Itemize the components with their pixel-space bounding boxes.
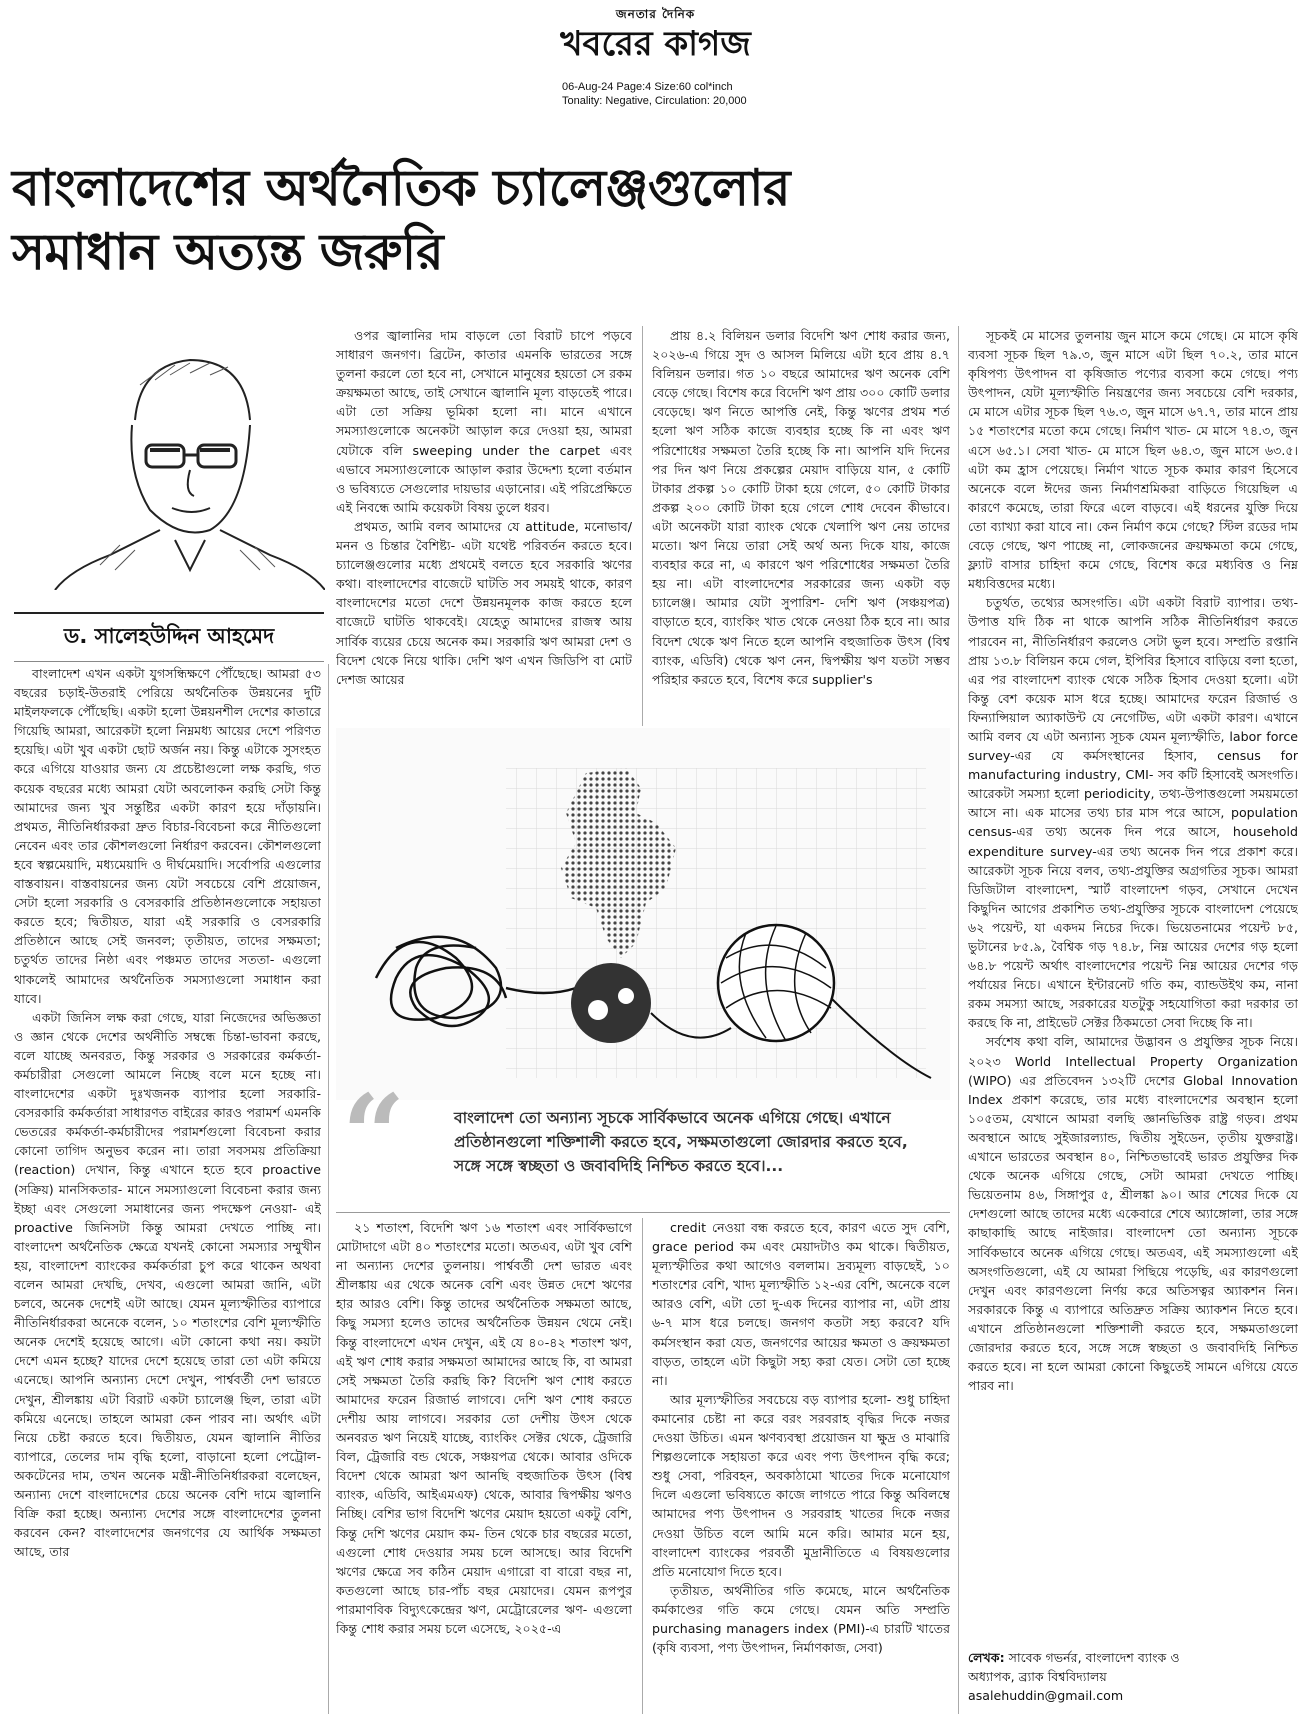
headline-line2: সমাধান অত্যন্ত জরুরি xyxy=(12,223,444,281)
paragraph: চতুর্থত, তথ্যের অসংগতি। এটা একটা বিরাট ব্যাপার। তথ্য-উপাত্ত যদি ঠিক না থাকে আপনি সঠিক নীতিনির্ধারণ করতে পারবেন না, নীতিনির্ধারণ করলেও সেটা ভুল হবে। সম্প্রতি রপ্তানি প্রায় ১৩.৮ বিলিয়ন কমে গেল, ইপিবির হিসাবে বাড়িয়ে বলা হতো, এর পর বাংলাদেশ ব্যাংক থেকে সঠিক হিসাব দেওয়া হলো। এটা কিন্তু বেশ কয়েক মাস ধরে হচ্ছে। আমাদের ফরেন রিজার্ভ ও ফিন্যান্সিয়াল অ্যাকাউন্ট যে নেগেটিভ, এটা একটা কারণ। এখানে আমি বলব যে এটা অন্যান্য সূচক যেমন মূল্যস্ফীতি, labor force survey-এর যে কর্মসংস্থানের হিসাব, census for manufacturing industry, CMI- সব কটি হিসাবেই অসংগতি। আরেকটা সমস্যা হলো periodicity, তথ্য-উপাত্তগুলো সময়মতো আসে না। এক মাসের তথ্য চার মাস পরে আসে, population census-এর তথ্য অনেক দিন পরে আসে, household expenditure survey-এর তথ্য অনেক দিন পরে প্রকাশ করে। আরেকটা সূচক নিয়ে বলব, তথ্য-প্রযুক্তির অগ্রগতির সূচক। আমরা ডিজিটাল বাংলাদেশ, স্মার্ট বাংলাদেশ গড়ব, সেখানে দেখেন কিছুদিন আগের প্রকাশিত তথ্য-প্রযুক্তির সূচকে বাংলাদেশ পেয়েছে ৬২ পয়েন্ট, যা একদম নিচের দিকে। ভিয়েতনামের পয়েন্ট ৮৫, ভুটানের ৮৫.৯, বৈশ্বিক গড় ৭৪.৮, নিম্ন আয়ের দেশের গড় হলো ৬৪.৮ পয়েন্ট অর্থাৎ বাংলাদেশের পয়েন্ট নিম্ন আয়ের দেশের গড় পর্যায়ের নিচে। এখানে ইন্টারনেট গতি কম, ব্যান্ডউইথ কম, নানা রকম সমস্যা আছে, সরকারের যতটুকু সহযোগিতা করা দরকার তা করছে কি না, প্রাইভেট সেক্টর ঠিকমতো সেবা দিচ্ছে কি না। xyxy=(968,595,1298,1031)
clipping-meta-line2: Tonality: Negative, Circulation: 20,000 xyxy=(562,95,747,107)
quote-mark-icon: “ xyxy=(342,1070,406,1199)
column-divider xyxy=(642,326,643,726)
author-portrait xyxy=(40,325,325,590)
paragraph: credit নেওয়া বন্ধ করতে হবে, কারণ এতে সুদ বেশি, grace period কম এবং মেয়াদটাও কম থাকে। দ্বিতীয়ত, মূল্যস্ফীতির কথা আগেও বললাম। দ্রব্যমূল্য বাড়ছেই, ১০ শতাংশের বেশি, খাদ্য মূল্যস্ফীতি ১২-এর বেশি, অনেকে বলে আরও বেশি, এটা তো দু-এক দিনের ব্যাপার না, এটা প্রায় ৬-৭ মাস ধরে চলছে। জনগণ কতটা সহ্য করবে? যদি কর্মসংস্থান করা যেত, জনগণের আয়ের ক্ষমতা ও ক্রয়ক্ষমতা বাড়ত, তাহলে এটা কিছুটা সহ্য করা যেত। সেটা তো হচ্ছে না। xyxy=(652,1220,950,1388)
headline-line1: বাংলাদেশের অর্থনৈতিক চ্যালেঞ্জগুলোর xyxy=(12,159,791,217)
paragraph: তৃতীয়ত, অর্থনীতির গতি কমেছে, মানে অর্থনৈতিক কর্মকাণ্ডের গতি কমে গেছে। যেমন অতি সম্প্রতি purchasing managers index (PMI)-এ চারটি খাতের (কৃষি ব্যবসা, পণ্য উৎপাদন, নির্মাণকাজ, সেবা) xyxy=(652,1582,950,1656)
column-2-bottom xyxy=(336,1218,632,1714)
masthead-pre-title: জনতার দৈনিক xyxy=(615,7,696,21)
yarn-ball xyxy=(718,925,834,1041)
pull-quote-text: বাংলাদেশ তো অন্যান্য সূচকে সার্বিকভাবে অনেক এগিয়ে গেছে। এখানে প্রতিষ্ঠানগুলো শক্তিশালী করতে হবে, সক্ষমতাগুলো জোরদার করতে হবে, সঙ্গে সঙ্গে স্বচ্ছতা ও জবাবদিহি নিশ্চিত করতে হবে।... xyxy=(454,1109,908,1175)
article-illustration xyxy=(336,728,950,1100)
writer-line1: সাবেক গভর্নর, বাংলাদেশ ব্যাংক ও xyxy=(1004,1650,1180,1665)
clipping-meta xyxy=(562,80,747,108)
column-1 xyxy=(14,664,321,1714)
column-divider xyxy=(642,1218,643,1714)
column-3-bottom xyxy=(652,1218,950,1714)
masthead xyxy=(0,6,1311,64)
writer-email: asalehuddin@gmail.com xyxy=(968,1688,1124,1703)
gears-icon xyxy=(571,963,651,1043)
newspaper-logo: খবরের কাগজ xyxy=(560,24,751,64)
column-4 xyxy=(968,326,1298,1644)
paragraph: একটা জিনিস লক্ষ করা গেছে, যারা নিজেদের অভিজ্ঞতা ও জ্ঞান থেকে দেশের অর্থনীতি সম্বন্ধে চিন্তা-ভাবনা করছে, বলে যাচ্ছে অনবরত, কিন্তু সরকার ও সরকারের কর্মকর্তা-কর্মচারীরা সেগুলো আমলে নিচ্ছে বলে মনে হচ্ছে না। বাংলাদেশের একটা দুঃখজনক ব্যাপার হলো সরকারি-বেসরকারি কর্মকর্তারা সাধারণত বাইরের কারও পরামর্শ এমনকি ভেতরের কর্মকর্তা-কর্মচারীদের পরামর্শগুলো বিবেচনা করার কোনো তাগিদ অনুভব করেন না। তারা সবসময় প্রতিক্রিয়া (reaction) দেখান, কিন্তু এখানে হতে হবে proactive (সক্রিয়) মানসিকতার- মানে সমস্যাগুলো বিবেচনা করার জন্য ইচ্ছা এবং সেগুলো সমাধানের জন্য পদক্ষেপ নেওয়া- এই proactive জিনিসটা কিন্তু আমরা দেখতে পাচ্ছি না। বাংলাদেশ অর্থনৈতিক ক্ষেত্রে যখনই কোনো সমস্যার সম্মুখীন হয়, বাংলাদেশ ব্যাংকের কর্মকর্তারা চুপ করে থাকেন অথবা বলেন আমরা দেখছি, দেখব, এগুলো আমরা জানি, এটা চলবে, অনেক দেশেই এটা আছে। যেমন মূল্যস্ফীতির ব্যাপারে নীতিনির্ধারকরা অনেকে বলেন, ১০ শতাংশের বেশি মূল্যস্ফীতি অনেক দেশেই হয়েছে আগে। এটা কোনো কথা নয়। কয়টা দেশে এমন হচ্ছে? যাদের দেশে হয়েছে তারা তো এটা কমিয়ে এনেছে। আপনি অন্যান্য দেশে দেখুন, পার্শ্ববর্তী দেশ ভারতে দেখুন, শ্রীলঙ্কায় এটা বিরাট একটা চ্যালেঞ্জ ছিল, তারা এটা কমিয়ে এনেছে। তাহলে আমরা কেন পারব না। অর্থাৎ এটা নিয়ে চেষ্টা করতে হবে। দ্বিতীয়ত, যেমন জ্বালানি নীতির ব্যাপারে, তেলের দাম বৃদ্ধি হলো, বাড়ানো হলো পেট্রোল-অকটেনের দাম, তখন অনেক মন্ত্রী-নীতিনির্ধারকরা বলেছেন, অন্যান্য দেশে বাংলাদেশের চেয়ে অনেক বেশি দামে জ্বালানি বিক্রি করা হচ্ছে। অন্যান্য দেশের সঙ্গে বাংলাদেশের তুলনা করবেন কেন? বাংলাদেশের জনগণের যে আর্থিক সক্ষমতা আছে, তার xyxy=(14,1009,321,1560)
paragraph: প্রথমত, আমি বলব আমাদের যে attitude, মনোভাব/মনন ও চিন্তার বৈশিষ্ট্য- এটা যথেষ্ট পরিবর্তন করতে হবে। চ্যালেঞ্জগুলোর মধ্যে প্রথমেই বলতে হবে সরকারি ঋণের কথা। বাংলাদেশের বাজেটে ঘাটতি সব সময়ই থাকে, কারণ বাংলাদেশের মতো দেশে উন্নয়নমূলক কাজ করতে হলে বাজেটে ঘাটতি থাকবেই। যেহেতু আমাদের রাজস্ব আয় সার্বিক ব্যয়ের চেয়ে অনেক কম। সরকারি ঋণ আমরা দেশ ও বিদেশ থেকে নিয়ে থাকি। দেশি ঋণ এখন জিডিপি বা মোট দেশজ আয়ের xyxy=(336,518,632,687)
author-byline: ড. সালেহউদ্দিন আহমেদ xyxy=(14,612,324,662)
writer-label: লেখক: xyxy=(968,1650,1005,1665)
writer-line2: অধ্যাপক, ব্র্যাক বিশ্ববিদ্যালয় xyxy=(968,1669,1107,1684)
paragraph: প্রায় ৪.২ বিলিয়ন ডলার বিদেশি ঋণ শোধ করার জন্য, ২০২৬-এ গিয়ে সুদ ও আসল মিলিয়ে এটা হবে প্রায় ৪.৭ বিলিয়ন ডলার। গত ১০ বছরে আমাদের ঋণ অনেক বেশি বেড়ে গেছে। বিশেষ করে বিদেশি ঋণ প্রায় ৩০০ কোটি ডলার বেড়েছে। ঋণ নিতে আপত্তি নেই, কিন্তু ঋণের প্রথম শর্ত হলো ঋণ সঠিক কাজে ব্যবহার হচ্ছে কি না এবং ঋণ পরিশোধের সক্ষমতা তৈরি হচ্ছে কি না। আপনি যদি দিনের পর দিন ঋণ নিয়ে প্রকল্পের মেয়াদ বাড়িয়ে যান, ৫ কোটি টাকার প্রকল্প ১০ কোটি টাকা হয়ে গেলে, ৫০ কোটি টাকার প্রকল্প ২০০ কোটি টাকা হয়ে গেলে শোধ দেবেন কীভাবে। এটা অনেকটা যারা ব্যাংক থেকে খেলাপি ঋণ নেয় তাদের মতো। ঋণ নিয়ে তারা সেই অর্থ অন্য দিকে যায়, কাজে ব্যবহার করে না, এ কারণে ঋণ পরিশোধের সক্ষমতা তৈরি হয় না। এটা বাংলাদেশের সরকারের জন্য একটা বড় চ্যালেঞ্জ। আমার যেটা সুপারিশ- দেশি ঋণ (সঞ্চয়পত্র) বাড়াতে হবে, ব্যাংকিং খাত থেকে নেওয়া ঠিক হবে না। আর বিদেশ থেকে ঋণ নিতে হলে আপনি বহুজাতিক উৎস (বিশ্ব ব্যাংক, এডিবি) থেকে ঋণ নেন, দ্বিপক্ষীয় ঋণ যতটা সম্ভব পরিহার করতে হবে, বিশেষ করে supplier's xyxy=(652,328,950,687)
paragraph: ২১ শতাংশ, বিদেশি ঋণ ১৬ শতাংশ এবং সার্বিকভাগে মোটাদাগে এটা ৪০ শতাংশের মতো। অতএব, এটা খুব বেশি না অন্যান্য দেশের তুলনায়। পার্শ্ববর্তী দেশ ভারত এবং শ্রীলঙ্কায় এর থেকে অনেক বেশি এবং উন্নত দেশে ঋণের হার আরও বেশি। কিন্তু তাদের অর্থনৈতিক সক্ষমতা আছে, কিছু সমস্যা হলেও তাদের অর্থনৈতিক উন্নয়ন থেমে নেই। কিন্তু বাংলাদেশে এখন দেখুন, এই যে ৪০-৪২ শতাংশ ঋণ, এই ঋণ শোধ করার সক্ষমতা আমাদের আছে কি, বা আমরা সেই সক্ষমতা তৈরি করছি কি? বিদেশি ঋণ শোধ করতে আমাদের ফরেন রিজার্ভ লাগবে। দেশি ঋণ শোধ করতে দেশীয় আয় লাগবে। সরকার তো দেশীয় উৎস থেকে অনবরত ঋণ নিয়েই যাচ্ছে, ব্যাংকিং সেক্টর থেকে, ট্রেজারি বিল, ট্রেজারি বন্ড থেকে, সঞ্চয়পত্র থেকে। আবার ওদিকে বিদেশ থেকে আমরা ঋণ আনছি বহুজাতিক উৎস (বিশ্ব ব্যাংক, এডিবি, আইএমএফ) থেকে, আবার দ্বিপক্ষীয় ঋণও নিচ্ছি। বেশির ভাগ বিদেশি ঋণের মেয়াদ হয়তো একটু বেশি, কিন্তু দেশি ঋণের মেয়াদ কম- তিন থেকে চার বছরের মতো, এগুলো শোধ দেওয়ার সময় চলে আসছে। আর বিদেশি ঋণের ক্ষেত্রে সব কঠিন মেয়াদ এগারো বা বারো বছর না, কতগুলো আছে চার-পাঁচ বছর মেয়াদের। যেমন রূপপুর পারমাণবিক বিদ্যুৎকেন্দ্রের ঋণ, মেট্রোরেলের ঋণ- এগুলো কিন্তু শোধ করার সময় চলে এসেছে, ২০২৫-এ xyxy=(336,1220,632,1636)
paragraph: আর মূল্যস্ফীতির সবচেয়ে বড় ব্যাপার হলো- শুধু চাহিদা কমানোর চেষ্টা না করে বরং সরবরাহ বৃদ্ধির দিকে নজর দেওয়া উচিত। এমন ঋণব্যবস্থা প্রয়োজন যা ক্ষুদ্র ও মাঝারি শিল্পগুলোকে সহায়তা করে এবং পণ্য উৎপাদন বৃদ্ধি করে; শুধু সেবা, পরিবহন, অবকাঠামো খাতের দিকে মনোযোগ দিলে এগুলো ভবিষ্যতে কাজে লাগতে পারে কিন্তু অবিলম্বে আমাদের পণ্য উৎপাদন ও সরবরাহ খাতের দিকে নজর দেওয়া উচিত বলে আমি মনে করি। আমার মনে হয়, বাংলাদেশ ব্যাংকের পরবর্তী মুদ্রানীতিতে এ বিষয়গুলোর প্রতি মনোযোগ দিতে হবে। xyxy=(652,1391,950,1579)
pull-quote xyxy=(336,1070,950,1213)
column-3-top xyxy=(652,326,950,726)
column-divider xyxy=(328,664,329,1714)
paragraph: সূচকই মে মাসের তুলনায় জুন মাসে কমে গেছে। মে মাসে কৃষি ব্যবসা সূচক ছিল ৭৯.৩, জুন মাসে এটা ছিল ৭০.২, তার মানে কৃষিপণ্য উৎপাদন বা কৃষিজাত পণ্যের ব্যবসা কমে গেছে। পণ্য উৎপাদন, যেটা মূল্যস্ফীতি নিয়ন্ত্রণের জন্য সবচেয়ে বেশি দরকার, মে মাসে এটার সূচক ছিল ৭৬.৩, জুন মাসে ৬৭.৭, তার মানে প্রায় ১৫ শতাংশের মতো কমে গেছে। নির্মাণ খাত- মে মাসে ৭৪.৩, জুন এসে ৬৫.১। সেবা খাত- মে মাসে ছিল ৬৪.৩, জুন মাসে ৬৩.৫। এটা কম হ্রাস পেয়েছে। নির্মাণ খাতে সূচক কমার কারণ হিসেবে অনেকে বলে ঈদের জন্য নির্মাণশ্রমিকরা বাড়িতে গিয়েছিল এ কারণে কমেছে, তারা ফিরে এলে বাড়বে। এই ধরনের যুক্তি দিয়ে তো ব্যাখ্যা করা যাবে না। কেন নির্মাণ কমে গেছে? স্টিল রডের দাম বেড়ে গেছে, ঋণ পাচ্ছে না, লোকজনের ক্রয়ক্ষমতা কমে গেছে, ফ্ল্যাট বাসার চাহিদা কমে গেছে, বিশেষ করে মধ্যবিত্ত ও নিম্ন মধ্যবিত্তদের মধ্যে। xyxy=(968,328,1298,592)
clipping-meta-line1: 06-Aug-24 Page:4 Size:60 col*inch xyxy=(562,81,733,93)
article-headline xyxy=(12,156,1302,284)
paragraph: ওপর জ্বালানির দাম বাড়লে তো বিরাট চাপে পড়বে সাধারণ জনগণ। ব্রিটেন, কাতার এমনকি ভারতের সঙ্গে তুলনা করলে তো হবে না, সেখানে মানুষের হয়তো সে রকম ক্রয়ক্ষমতা আছে, তাই সেখানে জ্বালানি মূল্য বাড়তেই পারে। এটা তো সক্রিয় ভূমিকা হলো না। মানে এখানে সমস্যাগুলোকে অনেকটা আড়াল করে দেওয়া হয়, আমরা যেটাকে বলি sweeping under the carpet এবং এভাবে সমস্যাগুলোকে আড়াল করার উদ্দেশ্য হলো বর্তমান ও ভবিষ্যতে সেগুলোর দায়ভার এড়ানোর। এই পরিপ্রেক্ষিতে এই নিবন্ধে আমি কয়েকটা বিষয় তুলে ধরব। xyxy=(336,328,632,515)
column-2-top xyxy=(336,326,632,726)
column-divider xyxy=(958,326,959,1714)
paragraph: সর্বশেষ কথা বলি, আমাদের উদ্ভাবন ও প্রযুক্তির সূচক নিয়ে। ২০২৩ World Intellectual Property Organization (WIPO) এর প্রতিবেদন ১৩২টি দেশের Global Innovation Index প্রকাশ করেছে, তার মধ্যে বাংলাদেশের অবস্থান হলো ১০৫তম, যেখানে আমরা বলছি জ্ঞানভিত্তিক রাষ্ট্র গড়ব। প্রথম অবস্থানে আছে সুইজারল্যান্ড, দ্বিতীয় সুইডেন, তৃতীয় যুক্তরাষ্ট্র। এখানে ভারতের অবস্থান ৪০, নিশ্চিতভাবেই ভারত প্রযুক্তির দিক থেকে অনেক এগিয়ে গেছে, সেটা আমরা দেখতে পাচ্ছি। ভিয়েতনাম ৪৬, সিঙ্গাপুর ৫, শ্রীলঙ্কা ৯০। আর শেষের দিকে যে দেশগুলো আছে তাদের মধ্যে একেবারে শেষে অ্যাঙ্গোলা, তার সঙ্গে কাছাকাছি আছে নাইজার। বাংলাদেশ তো অন্যান্য সূচকে সার্বিকভাবে অনেক এগিয়ে গেছে। অতএব, এই সমস্যাগুলো এই অসংগতিগুলো, এই যে আমরা পিছিয়ে পড়েছি, এর কারণগুলো দেখুন এবং কারণগুলো নির্ণয় করে অতিসত্বর অ্যাকশন নিন। সরকারকে কিন্তু এ ব্যাপারে অতিদ্রুত সক্রিয় অ্যাকশন নিতে হবে। এখানে প্রতিষ্ঠানগুলো শক্তিশালী করতে হবে, সক্ষমতাগুলো জোরদার করতে হবে, সঙ্গে সঙ্গে স্বচ্ছতা ও জবাবদিহি নিশ্চিত করতে হবে। না হলে আমরা কোনো কিছুতেই সামনে এগিয়ে যেতে পারব না। xyxy=(968,1034,1298,1394)
paragraph: বাংলাদেশ এখন একটা যুগসন্ধিক্ষণে পৌঁছেছে। আমরা ৫৩ বছরের চড়াই-উতরাই পেরিয়ে অর্থনৈতিক উন্নয়নের দুটি মাইলফলকে পৌঁছেছি। একটা হলো উন্নয়নশীল দেশের কাতারে গিয়েছি আমরা, আরেকটা হলো নিম্নমধ্য আয়ের দেশে পরিণত হয়েছি। এটা খুব একটা ছোট অর্জন নয়। কিন্তু এটাকে সুসংহত করে এগিয়ে যাওয়ার জন্য যে প্রচেষ্টাগুলো লক্ষ করছি, গত কয়েক বছরের মধ্যে আমরা যেটা অবলোকন করছি সেটা কিন্তু আমাদের জন্য খুব সন্তুষ্টির একটা কারণ হয়ে দাঁড়ায়নি। প্রথমত, নীতিনির্ধারকরা দ্রুত বিচার-বিবেচনা করে নীতিগুলো নেবেন এবং তার কৌশলগুলো নির্ধারণ করবেন। কৌশলগুলো হবে স্বল্পমেয়াদি, মধ্যমেয়াদি ও দীর্ঘমেয়াদি। সর্বোপরি এগুলোর বাস্তবায়ন। বাস্তবায়নের জন্য যেটা সবচেয়ে বেশি প্রয়োজন, সেটা হলো সরকারি ও বেসরকারি প্রতিষ্ঠানগুলোকে সহায়তা করতে হবে; দ্বিতীয়ত, যারা এই সরকারি ও বেসরকারি প্রতিষ্ঠানে আছে সেই জনবল; তৃতীয়ত, তাদের সক্ষমতা; চতুর্থত তাদের নিষ্ঠা এবং পঞ্চমত তাদের সততা- এগুলো থাকলেই আমাদের অর্থনৈতিক সমস্যাগুলো সমাধান করা যাবে। xyxy=(14,666,321,1006)
writer-info xyxy=(968,1648,1298,1714)
